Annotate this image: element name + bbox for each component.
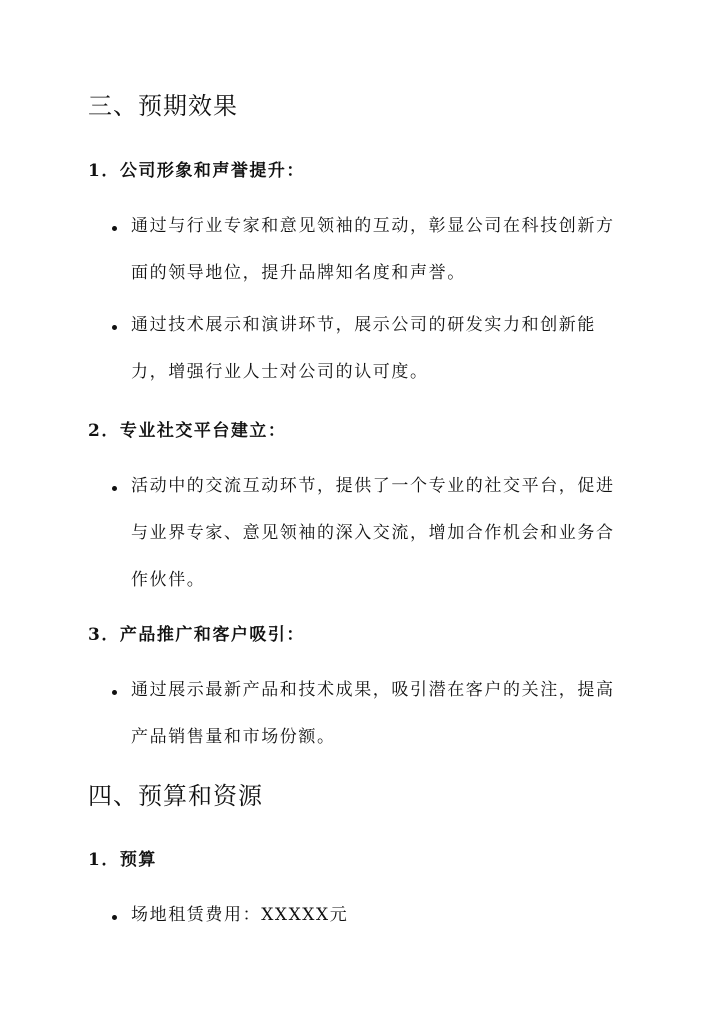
bullet-text-expert-interaction: 通过与行业专家和意见领袖的互动，彰显公司在科技创新方面的领导地位，提升品牌知名度和声誉。 [131,216,615,283]
bullet-dot [112,325,117,330]
bullet-text-venue-rental: 场地租赁费用：XXXXX元 [131,905,349,925]
bullet-text-networking: 活动中的交流互动环节，提供了一个专业的社交平台，促进与业界专家、意见领袖的深入交流，增加合作机会和业务合作伙伴。 [131,476,615,590]
subheading-product-promotion: 3．产品推广和客户吸引： [88,625,305,645]
section-heading-budget-resources: 四、预算和资源 [88,782,263,810]
subheading-social-platform: 2．专业社交平台建立： [88,421,287,441]
bullet-text-product-showcase: 通过展示最新产品和技术成果，吸引潜在客户的关注，提高产品销售量和市场份额。 [131,680,615,747]
subheading-budget: 1．预算 [88,850,157,870]
bullet-text-tech-showcase: 通过技术展示和演讲环节，展示公司的研发实力和创新能力，增强行业人士对公司的认可度。 [131,315,596,382]
bullet-dot [112,486,117,491]
bullet-dot [112,915,117,920]
subheading-company-image: 1．公司形象和声誉提升： [88,161,305,181]
section-heading-expected-effects: 三、预期效果 [88,92,238,120]
bullet-dot [112,690,117,695]
bullet-dot [112,226,117,231]
